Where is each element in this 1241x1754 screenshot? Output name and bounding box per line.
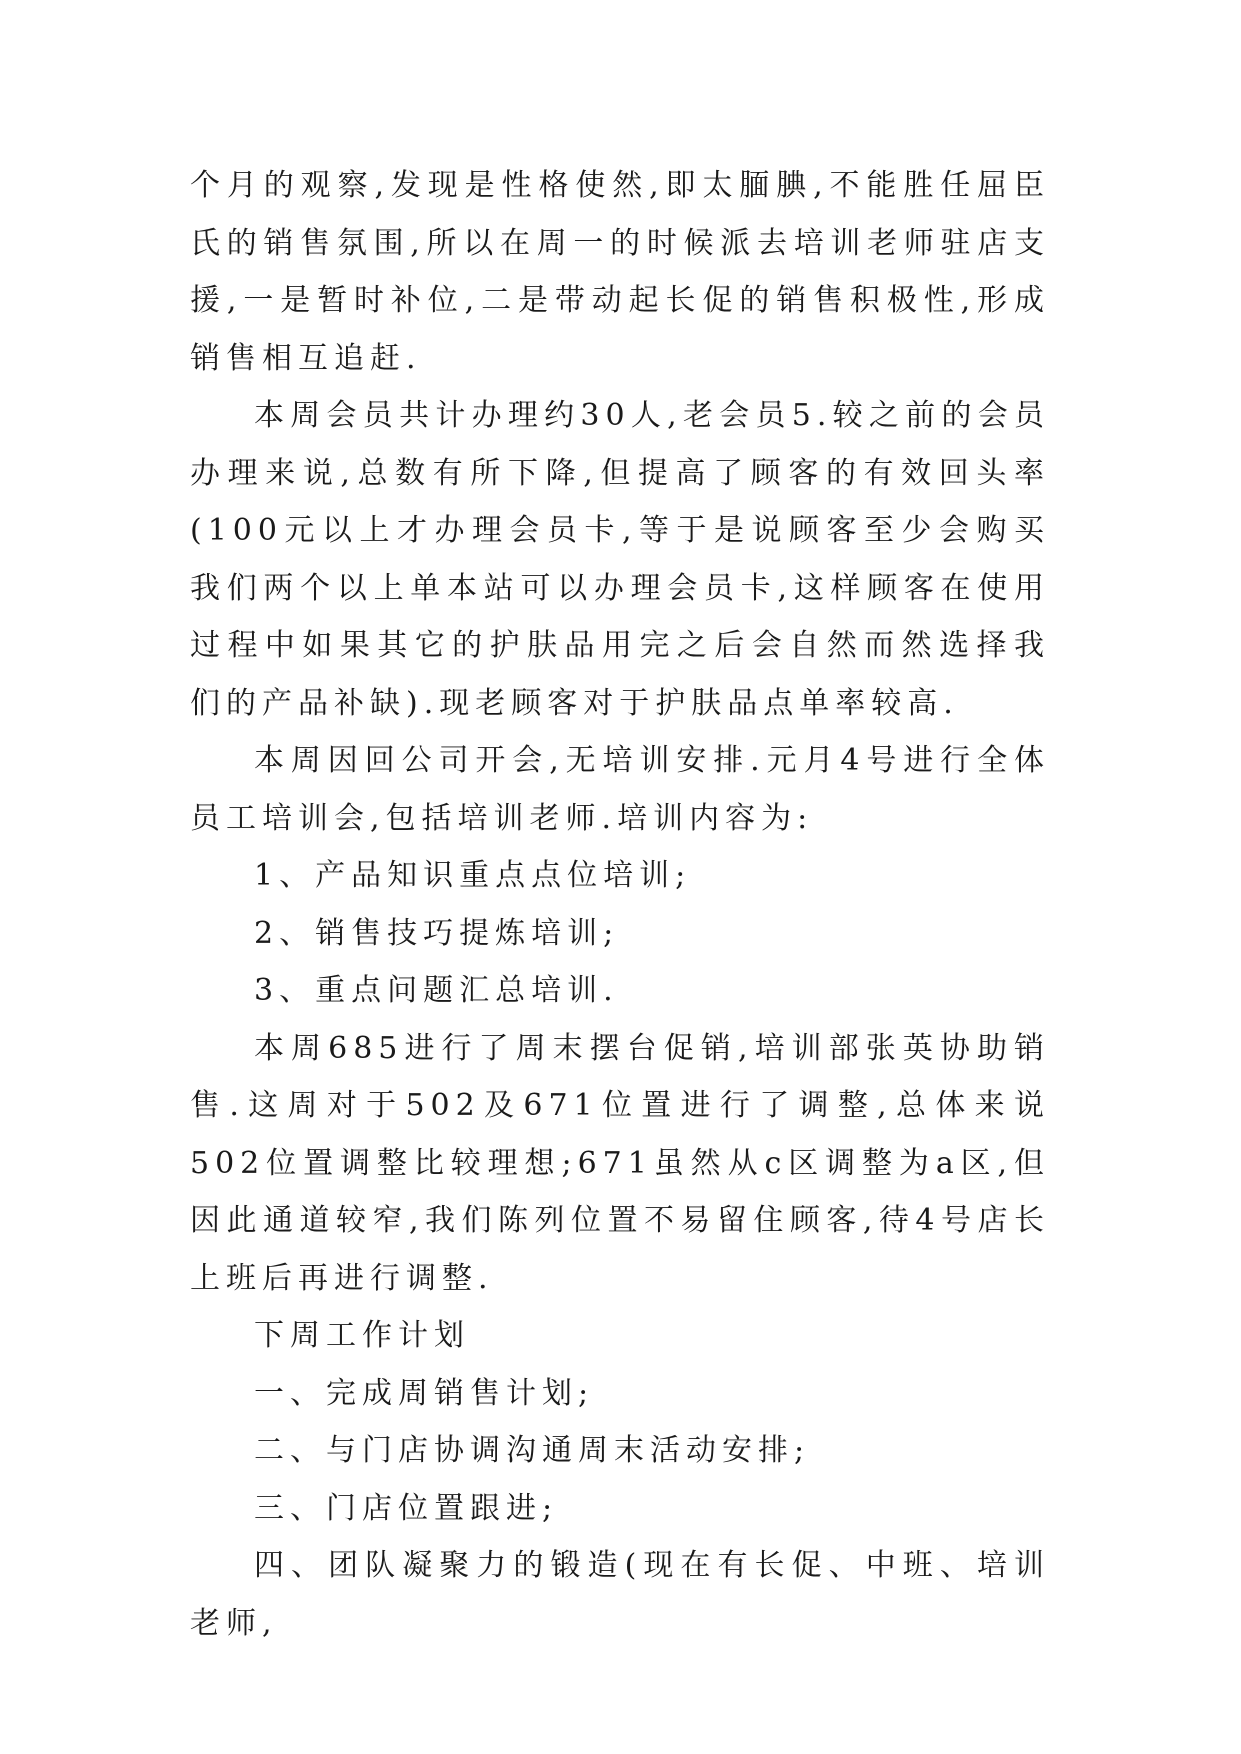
paragraph-observation: 个月的观察,发现是性格使然,即太腼腆,不能胜任屈臣氏的销售氛围,所以在周一的时候派去培训老师驻店支援,一是暂时补位,二是带动起长促的销售积极性,形成销售相互追赶.	[190, 168, 1050, 376]
document-page	[190, 157, 1050, 1652]
paragraph-promotion: 本周685进行了周末摆台促销,培训部张英协助销售.这周对于502及671位置进行了调整,总体来说502位置调整比较理想;671虽然从c区调整为a区,但因此通道较窄,我们陈列位置不易留住顾客,待4号店长上班后再进行调整.	[190, 1030, 1050, 1296]
list-item-training-1: 1、产品知识重点点位培训;	[254, 858, 692, 893]
list-item-plan-4: 四、团队凝聚力的锻造(现在有长促、中班、培训老师,	[190, 1548, 1050, 1641]
section-heading-next-week-plan: 下周工作计划	[254, 1318, 470, 1353]
paragraph-training: 本周因回公司开会,无培训安排.元月4号进行全体员工培训会,包括培训老师.培训内容为:	[190, 743, 1050, 836]
list-item-plan-1: 一、完成周销售计划;	[254, 1375, 595, 1411]
list-item-training-2: 2、销售技巧提炼培训;	[254, 915, 620, 951]
paragraph-membership: 本周会员共计办理约30人,老会员5.较之前的会员办理来说,总数有所下降,但提高了顾客的有效回头率(100元以上才办理会员卡,等于是说顾客至少会购买我们两个以上单本站可以办理会员卡,这样顾客在使用过程中如果其它的护肤品用完之后会自然而然选择我们的产品补缺).现老顾客对于护肤品点单率较高.	[190, 398, 1050, 721]
list-item-plan-2: 二、与门店协调沟通周末活动安排;	[254, 1433, 811, 1468]
list-item-plan-3: 三、门店位置跟进;	[254, 1490, 559, 1526]
list-item-training-3: 3、重点问题汇总培训.	[254, 973, 619, 1008]
